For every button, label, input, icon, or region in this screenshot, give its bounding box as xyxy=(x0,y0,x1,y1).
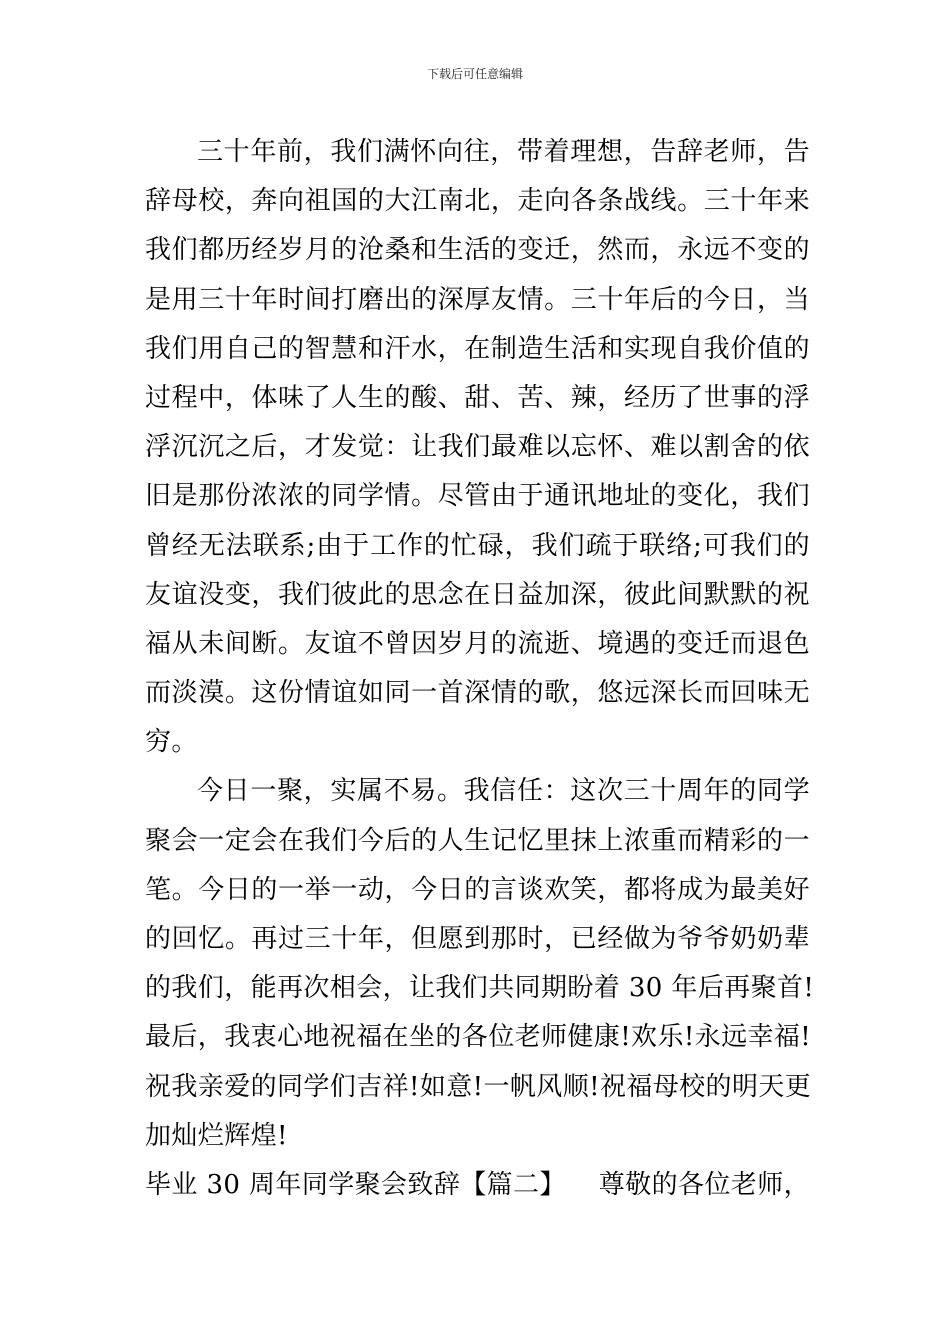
paragraph-line: 福从未间断。友谊不曾因岁月的流逝、境遇的变迁而退色 xyxy=(145,628,810,659)
paragraph-line: 三十年前，我们满怀向往，带着理想，告辞老师，告 xyxy=(197,137,810,167)
paragraph-line: 笔。今日的一举一动，今日的言谈欢笑，都将成为最美好 xyxy=(145,874,810,905)
paragraph-line: 的我们，能再次相会，让我们共同期盼着 30 年后再聚首! xyxy=(145,973,815,1004)
paragraph-1 xyxy=(145,128,810,767)
paragraph-2 xyxy=(145,767,815,1161)
paragraph-line: 我们用自己的智慧和汗水，在制造生活和实现自我价值的 xyxy=(145,333,810,364)
paragraph-line: 我们都历经岁月的沧桑和生活的变迁，然而，永远不变的 xyxy=(145,235,810,266)
paragraph-line: 是用三十年时间打磨出的深厚友情。三十年后的今日，当 xyxy=(145,284,810,315)
paragraph-line: 旧是那份浓浓的同学情。尽管由于通讯地址的变化，我们 xyxy=(145,481,810,512)
paragraph-line: 曾经无法联系;由于工作的忙碌，我们疏于联络;可我们的 xyxy=(145,530,810,561)
section-opening: 尊敬的各位老师， xyxy=(598,1169,810,1200)
paragraph-line: 聚会一定会在我们今后的人生记忆里抹上浓重而精彩的一 xyxy=(145,825,810,856)
document-body xyxy=(145,128,815,1210)
paragraph-line: 穷。 xyxy=(145,727,198,758)
paragraph-line: 浮沉沉之后，才发觉：让我们最难以忘怀、难以割舍的依 xyxy=(145,432,810,463)
paragraph-line: 过程中，体味了人生的酸、甜、苦、辣，经历了世事的浮 xyxy=(145,382,810,413)
paragraph-line: 的回忆。再过三十年，但愿到那时，已经做为爷爷奶奶辈 xyxy=(145,924,810,954)
paragraph-line: 加灿烂辉煌! xyxy=(145,1120,288,1151)
paragraph-line: 辞母校，奔向祖国的大江南北，走向各条战线。三十年来 xyxy=(145,186,810,217)
paragraph-line: 而淡漠。这份情谊如同一首深情的歌，悠远深长而回味无 xyxy=(145,678,810,709)
header-note: 下载后可任意编辑 xyxy=(426,67,523,81)
paragraph-line: 友谊没变，我们彼此的思念在日益加深，彼此间默默的祝 xyxy=(145,579,810,610)
paragraph-line: 最后，我衷心地祝福在坐的各位老师健康!欢乐!永远幸福! xyxy=(145,1022,812,1053)
section-title: 毕业 30 周年同学聚会致辞【篇二】 xyxy=(145,1169,566,1200)
section-2-heading-line xyxy=(145,1161,810,1210)
paragraph-line: 祝我亲爱的同学们吉祥!如意!一帆风顺!祝福母校的明天更 xyxy=(145,1071,812,1102)
paragraph-line: 今日一聚，实属不易。我信任：这次三十周年的同学 xyxy=(197,776,810,807)
